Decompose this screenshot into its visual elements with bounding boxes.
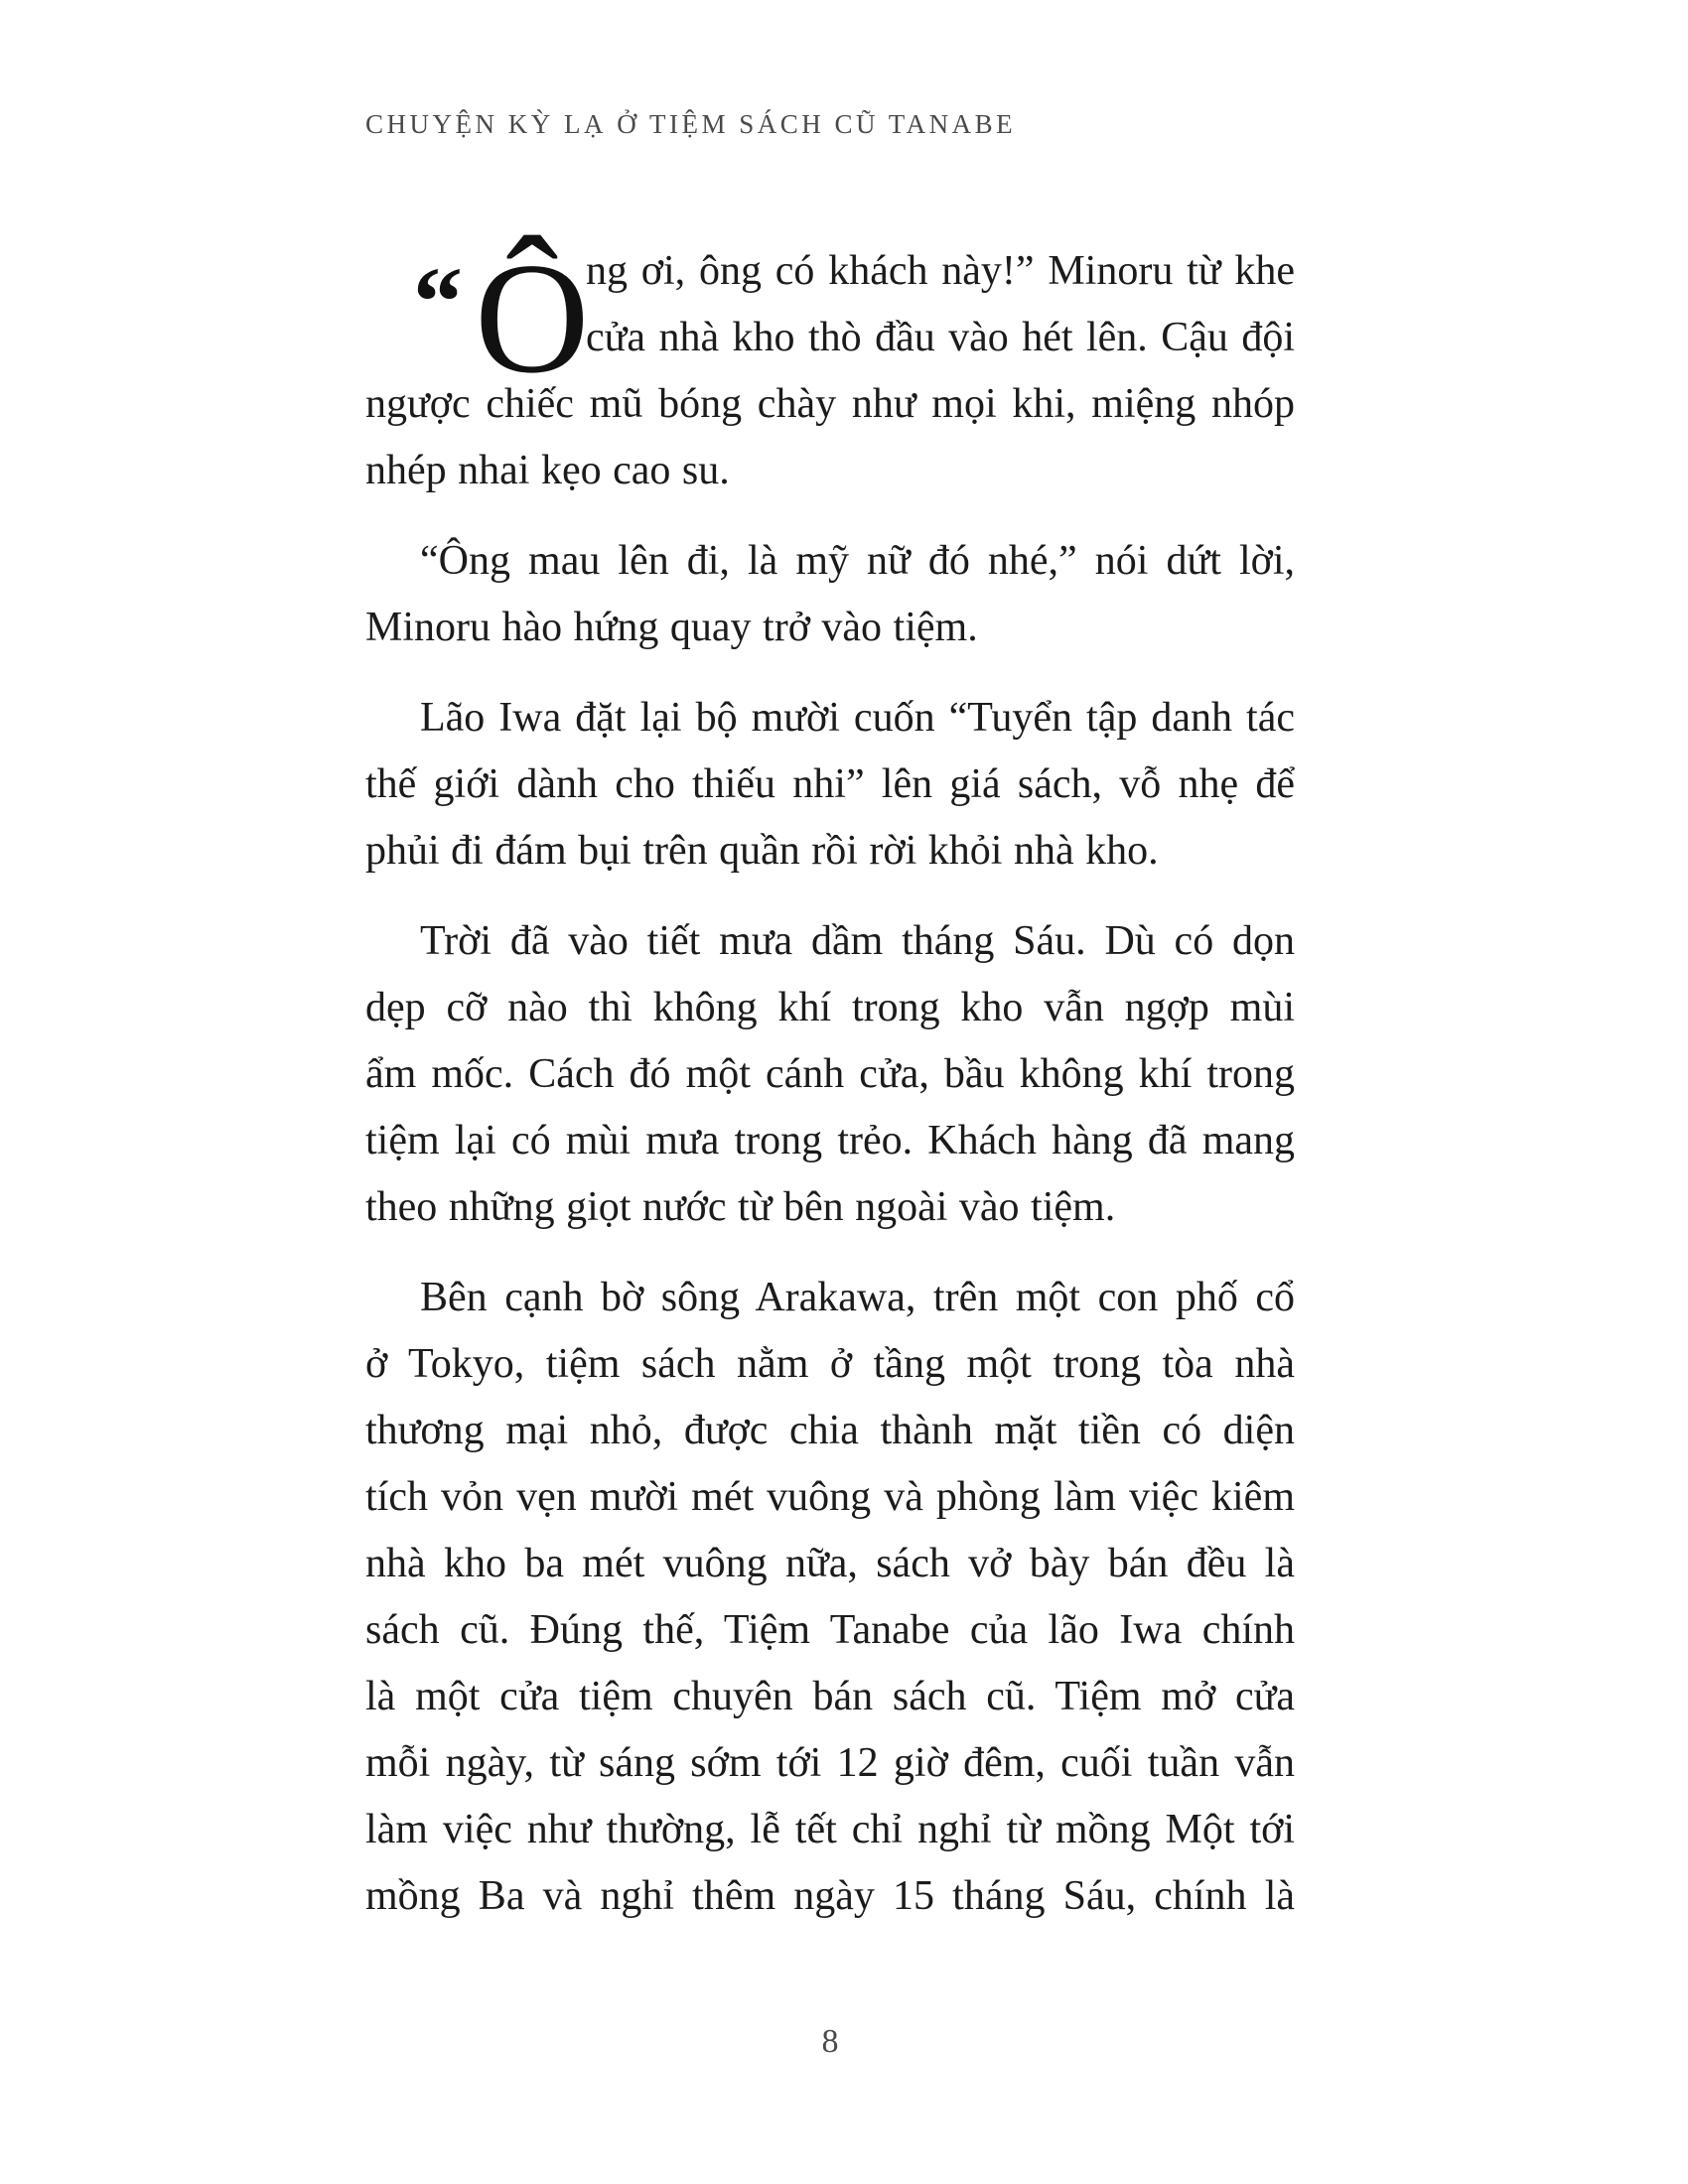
paragraph-2 (365, 528, 1295, 661)
text-line: là một cửa tiệm chuyên bán sách cũ. Tiệm mở cửa (365, 1674, 1295, 1719)
running-header: CHUYỆN KỲ LẠ Ở TIỆM SÁCH CŨ TANABE (365, 109, 1017, 139)
paragraph-4 (365, 908, 1295, 1241)
text-line: ở Tokyo, tiệm sách nằm ở tầng một trong tòa nhà (365, 1341, 1295, 1387)
page-content (365, 229, 1295, 1930)
paragraph-5 (365, 1265, 1295, 1930)
paragraph-1 (365, 229, 1295, 504)
drop-cap-letter: Ô (475, 229, 590, 406)
paragraph-3 (365, 685, 1295, 885)
text-line: Lão Iwa đặt lại bộ mười cuốn “Tuyển tập danh tác (420, 695, 1295, 741)
text-line: cửa nhà kho thò đầu vào hét lên. Cậu đội (586, 315, 1295, 360)
text-line: thế giới dành cho thiếu nhi” lên giá sách, vỗ nhẹ để (365, 761, 1295, 807)
drop-cap-quote-mark: “ (413, 246, 463, 356)
text-line: ng ơi, ông có khách này!” Minoru từ khe (586, 248, 1295, 294)
text-line: thương mại nhỏ, được chia thành mặt tiền có diện (365, 1408, 1295, 1453)
text-line: nhép nhai kẹo cao su. (365, 448, 730, 493)
text-line: phủi đi đám bụi trên quần rồi rời khỏi nhà kho. (365, 828, 1159, 874)
text-line: làm việc như thường, lễ tết chỉ nghỉ từ mồng Một tới (365, 1807, 1295, 1852)
text-line: “Ông mau lên đi, là mỹ nữ đó nhé,” nói dứt lời, (420, 538, 1295, 584)
text-line: dẹp cỡ nào thì không khí trong kho vẫn ngợp mùi (365, 985, 1295, 1030)
text-line: ẩm mốc. Cách đó một cánh cửa, bầu không khí trong (365, 1051, 1295, 1097)
text-line: theo những giọt nước từ bên ngoài vào tiệm. (365, 1184, 1116, 1230)
text-line: Trời đã vào tiết mưa dầm tháng Sáu. Dù có dọn (420, 918, 1295, 964)
text-line: mỗi ngày, từ sáng sớm tới 12 giờ đêm, cuối tuần vẫn (365, 1740, 1295, 1786)
text-line: mồng Ba và nghỉ thêm ngày 15 tháng Sáu, chính là (365, 1873, 1295, 1919)
text-line: ngược chiếc mũ bóng chày như mọi khi, miệng nhóp (365, 381, 1295, 427)
text-line: nhà kho ba mét vuông nữa, sách vở bày bán đều là (365, 1541, 1295, 1586)
text-line: tiệm lại có mùi mưa trong trẻo. Khách hàng đã mang (365, 1118, 1295, 1163)
text-line: sách cũ. Đúng thế, Tiệm Tanabe của lão Iwa chính (365, 1607, 1295, 1653)
text-line: tích vỏn vẹn mười mét vuông và phòng làm việc kiêm (365, 1474, 1295, 1520)
text-line: Minoru hào hứng quay trở vào tiệm. (365, 605, 978, 650)
text-line: Bên cạnh bờ sông Arakawa, trên một con phố cổ (420, 1275, 1295, 1320)
page-number: 8 (821, 2023, 839, 2060)
